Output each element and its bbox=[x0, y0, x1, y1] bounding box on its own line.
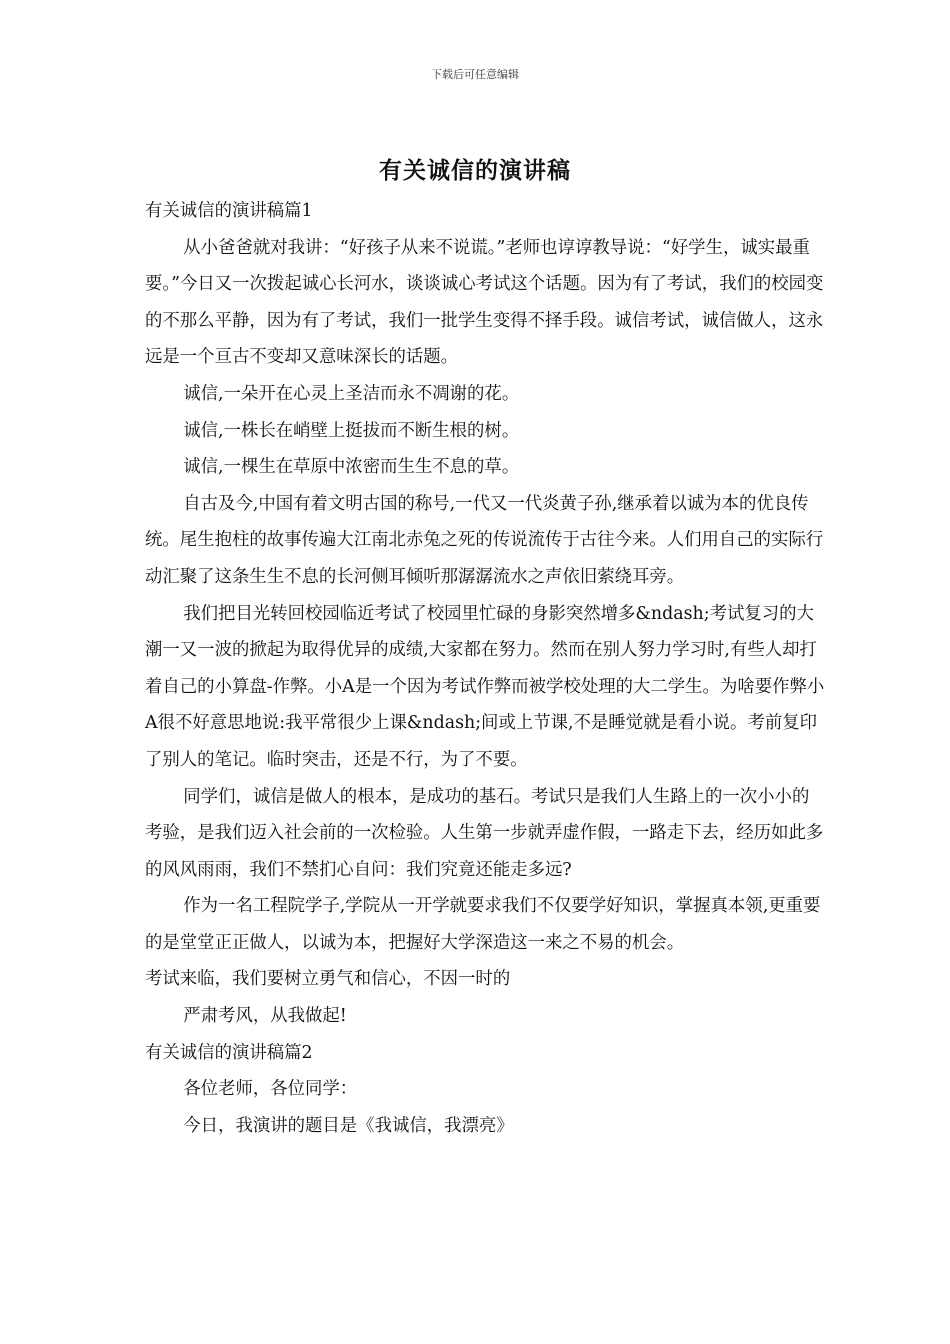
paragraph-9: 考试来临，我们要树立勇气和信心，不因一时的 bbox=[145, 969, 511, 990]
paragraph-7: 同学们，诚信是做人的根本，是成功的基石。考试只是我们人生路上的一次小小的考验，是我们迈入社会前的一次检验。人生第一步就弄虚作假，一路走下去，经历如此多的风风雨雨，我们不禁扪心自问：我们究竟还能走多远? bbox=[145, 786, 824, 880]
speech-intro: 今日，我演讲的题目是《我诚信，我漂亮》 bbox=[183, 1115, 514, 1136]
document-body bbox=[145, 193, 825, 1144]
document-title: 有关诚信的演讲稿 bbox=[379, 158, 571, 184]
paragraph-1: 从小爸爸就对我讲：“好孩子从来不说谎。”老师也谆谆教导说：“好学生，诚实最重要。”今日又一次拨起诚心长河水，谈谈诚心考试这个话题。因为有了考试，我们的校园变的不那么平静，因为有了考试，我们一批学生变得不择手段。诚信考试，诚信做人，这永远是一个亘古不变却又意味深长的话题。 bbox=[145, 237, 824, 368]
paragraph-3: 诚信,一株长在峭壁上挺拔而不断生根的树。 bbox=[183, 420, 520, 441]
greeting: 各位老师，各位同学： bbox=[183, 1079, 358, 1100]
paragraph-5: 自古及今,中国有着文明古国的称号,一代又一代炎黄子孙,继承着以诚为本的优良传统。尾生抱柱的故事传遍大江南北赤兔之死的传说流传于古往今来。人们用自己的实际行动汇聚了这条生生不息的长河侧耳倾听那潺潺流水之声依旧萦绕耳旁。 bbox=[145, 493, 824, 587]
section-heading-1: 有关诚信的演讲稿篇1 bbox=[145, 201, 313, 221]
paragraph-4: 诚信,一棵生在草原中浓密而生生不息的草。 bbox=[183, 457, 520, 478]
header-note: 下载后可任意编辑 bbox=[431, 68, 519, 81]
section-heading-2: 有关诚信的演讲稿篇2 bbox=[145, 1042, 313, 1063]
paragraph-8: 作为一名工程院学子,学院从一开学就要求我们不仅要学好知识，掌握真本领,更重要的是堂堂正正做人，以诚为本，把握好大学深造这一来之不易的机会。 bbox=[145, 896, 821, 953]
paragraph-2: 诚信,一朵开在心灵上圣洁而永不凋谢的花。 bbox=[183, 383, 520, 404]
paragraph-10: 严肃考风，从我做起! bbox=[183, 1006, 347, 1027]
paragraph-6: 我们把目光转回校园临近考试了校园里忙碌的身影突然增多&ndash;考试复习的大潮一又一波的掀起为取得优异的成绩,大家都在努力。然而在别人努力学习时,有些人却打着自己的小算盘-作弊。小A是一个因为考试作弊而被学校处理的大二学生。为啥要作弊小A很不好意思地说:我平常很少上课&ndash;间或上节课,不是睡觉就是看小说。考前复印了别人的笔记。临时突击，还是不行，为了不要。 bbox=[145, 603, 825, 770]
